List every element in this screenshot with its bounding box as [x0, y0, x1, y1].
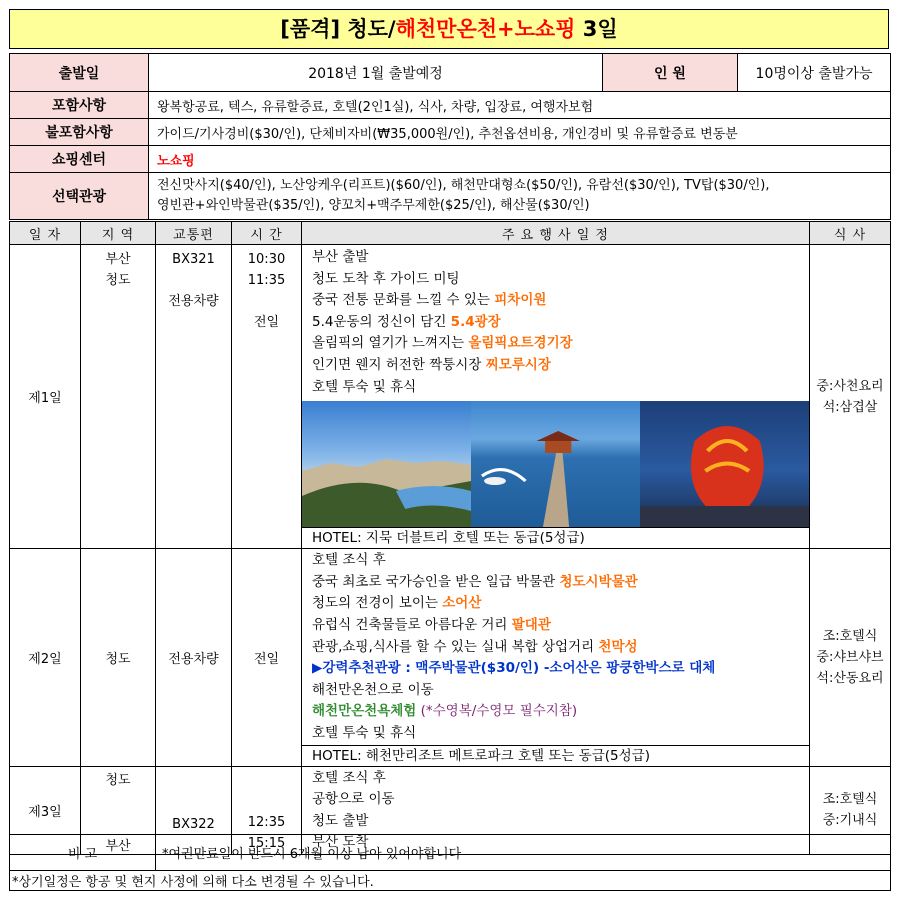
day1-schedule [302, 245, 810, 549]
day3-label: 제3일 [10, 766, 81, 854]
day2-hotspring-note: (*수영복/수영모 필수지참) [416, 703, 578, 720]
day1-photos [302, 401, 809, 527]
header-schedule: 주 요 행 사 일 정 [302, 222, 810, 245]
day1-line [302, 333, 809, 355]
header-transport: 교통편 [156, 222, 232, 245]
optional-label: 선택관광 [10, 173, 149, 220]
day2-transport: 전용차량 [156, 549, 232, 766]
day2-line-text: 관광,쇼핑,식사를 할 수 있는 실내 복합 상업거리 [312, 638, 599, 655]
remarks-label: 비 고 [10, 835, 156, 871]
header-day: 일 자 [10, 222, 81, 245]
day1-line-highlight: 찌모루시장 [485, 356, 551, 373]
footer-note: *상기일정은 항공 및 현지 사정에 의해 다소 변경될 수 있습니다. [10, 871, 891, 891]
people-value: 10명이상 출발가능 [738, 54, 891, 92]
day2-hotspring-line [302, 701, 809, 723]
day2-line-highlight: 팔대관 [511, 616, 551, 633]
day1-meal-1: 중:사천요리 [816, 378, 884, 394]
day1-line-text: 청도 도착 후 가이드 미팅 [312, 270, 460, 287]
may-fourth-sculpture-photo [640, 401, 809, 527]
day2-line-text: 호텔 조식 후 [312, 552, 386, 569]
day1-line-text: 5.4운동의 정신이 담긴 [312, 313, 451, 330]
day1-time-2: 11:35 [247, 273, 286, 288]
day1-line-text: 인기면 웬지 허전한 짝퉁시장 [312, 356, 486, 373]
day3-meal-1: 조:호텔식 [822, 792, 878, 808]
day2-meal-1: 조:호텔식 [822, 628, 878, 644]
included-label: 포함사항 [10, 92, 149, 119]
day2-last-line: 호텔 투숙 및 휴식 [312, 724, 417, 741]
day2-label: 제2일 [10, 549, 81, 766]
day1-line [302, 290, 809, 312]
day1-time [232, 245, 302, 549]
departure-value: 2018년 1월 출발예정 [149, 54, 603, 92]
day1-line-text: 중국 전통 문화를 느낄 수 있는 [312, 292, 495, 309]
day2-line-text: 유럽식 건축물들로 아름다운 거리 [312, 616, 512, 633]
optional-line-1: 전신맛사지($40/인), 노산앙케우(리프트)($60/인), 해천만대형쇼($50/인), 유람선($30/인), TV탑($30/인), [157, 178, 770, 193]
title-highlight: 해천만온천+노쇼핑 [395, 17, 576, 41]
day3-time-1: 12:35 [247, 814, 286, 830]
day3-line: 공항으로 이동 [312, 791, 395, 808]
excluded-value: 가이드/기사경비($30/인), 단체비자비(₩35,000원/인), 추천옵션비용, 개인경비 및 유류할증료 변동분 [149, 119, 891, 146]
day1-time-3: 전일 [253, 315, 280, 330]
day3-region-1: 청도 [105, 772, 131, 788]
day3-transport: BX322 [156, 766, 232, 854]
day2-meal-2: 중:샤브샤브 [816, 649, 884, 665]
day2-recommended-line: ▶강력추천관광 : 맥주박물관($30/인) -소어산은 팡쿵한박스로 대체 [312, 660, 716, 677]
day1-line-highlight: 피차이원 [494, 292, 547, 309]
day3-time-2: 15:15 [247, 835, 286, 851]
day1-line [302, 269, 809, 291]
page-title [9, 9, 889, 49]
day1-time-1: 10:30 [247, 252, 286, 267]
day3-line: 청도 출발 [312, 812, 369, 829]
day1-line-text: 호텔 투숙 및 휴식 [312, 378, 417, 395]
day2-hotspring-text: 해천만온천욕체험 [312, 703, 417, 720]
day1-transport-2: 전용차량 [168, 294, 219, 309]
day1-region [81, 245, 156, 549]
header-region: 지 역 [81, 222, 156, 245]
day1-meal [810, 245, 891, 549]
day2-meal-3: 석:산동요리 [816, 670, 884, 686]
pier-pavilion-photo [471, 401, 640, 527]
shopping-label: 쇼핑센터 [10, 146, 149, 173]
day1-line [302, 355, 809, 377]
info-table [9, 53, 891, 220]
day1-meal-2: 석:삼겹살 [822, 399, 878, 415]
title-suffix: 3일 [575, 17, 618, 41]
header-meal: 식 사 [810, 222, 891, 245]
day2-schedule [302, 549, 810, 766]
day1-schedule-lines [302, 247, 809, 398]
day2-meal [810, 549, 891, 766]
day2-schedule-lines [302, 550, 809, 658]
departure-label: 출발일 [10, 54, 149, 92]
schedule-table [9, 221, 891, 855]
day2-line [302, 637, 809, 659]
header-time: 시 간 [232, 222, 302, 245]
day1-transport-1: BX321 [172, 252, 215, 267]
optional-line-2: 영빈관+와인박물관($35/인), 양꼬치+맥주무제한($25/인), 해산물($30/인) [157, 198, 590, 213]
day1-line [302, 312, 809, 334]
day3-region-2: 부산 [105, 838, 131, 854]
remarks-table [9, 834, 891, 891]
day2-line [302, 593, 809, 615]
day1-hotel: HOTEL: 지묵 더블트리 호텔 또는 동급(5성급) [302, 527, 809, 548]
day1-line-highlight: 5.4광장 [450, 313, 501, 330]
day2-hotel: HOTEL: 해천만리조트 메트로파크 호텔 또는 동급(5성급) [302, 745, 809, 766]
day2-line-highlight: 청도시박물관 [559, 573, 638, 590]
day3-meal-2: 중:기내식 [822, 813, 878, 829]
day2-line-text: 청도의 전경이 보이는 [312, 595, 443, 612]
day1-region-1: 부산 [105, 252, 131, 267]
included-value: 왕복항공료, 텍스, 유류할증료, 호텔(2인1실), 식사, 차량, 입장료, 여행자보험 [149, 92, 891, 119]
day2-line [302, 572, 809, 594]
city-coast-photo [302, 401, 471, 527]
day1-line-text: 부산 출발 [312, 249, 369, 265]
day2-line [302, 550, 809, 572]
remarks-text: *여권만료일이 반드시 6개월 이상 남아 있어야합니다 [156, 835, 891, 871]
shopping-value: 노쇼핑 [149, 146, 891, 173]
day1-line-text: 올림픽의 열기가 느껴지는 [312, 335, 469, 352]
day1-line [302, 377, 809, 399]
day1-label: 제1일 [10, 245, 81, 549]
day2-region: 청도 [81, 549, 156, 766]
day2-line [302, 615, 809, 637]
day3-line: 호텔 조식 후 [312, 769, 386, 786]
excluded-label: 불포함사항 [10, 119, 149, 146]
day1-transport [156, 245, 232, 549]
people-label: 인 원 [603, 54, 738, 92]
title-prefix: [품격] 청도/ [280, 17, 396, 41]
optional-value [149, 173, 891, 220]
day3-line: 부산 도착 [312, 834, 369, 851]
day1-line [302, 247, 809, 269]
day2-move-line: 해천만온천으로 이동 [312, 681, 434, 698]
day2-line-highlight: 천막성 [598, 638, 638, 655]
day2-line-text: 중국 최초로 국가승인을 받은 일급 박물관 [312, 573, 560, 590]
day2-time: 전일 [232, 549, 302, 766]
day1-region-2: 청도 [105, 273, 131, 288]
day1-line-highlight: 올림픽요트경기장 [468, 335, 573, 352]
day2-line-highlight: 소어산 [442, 595, 482, 612]
